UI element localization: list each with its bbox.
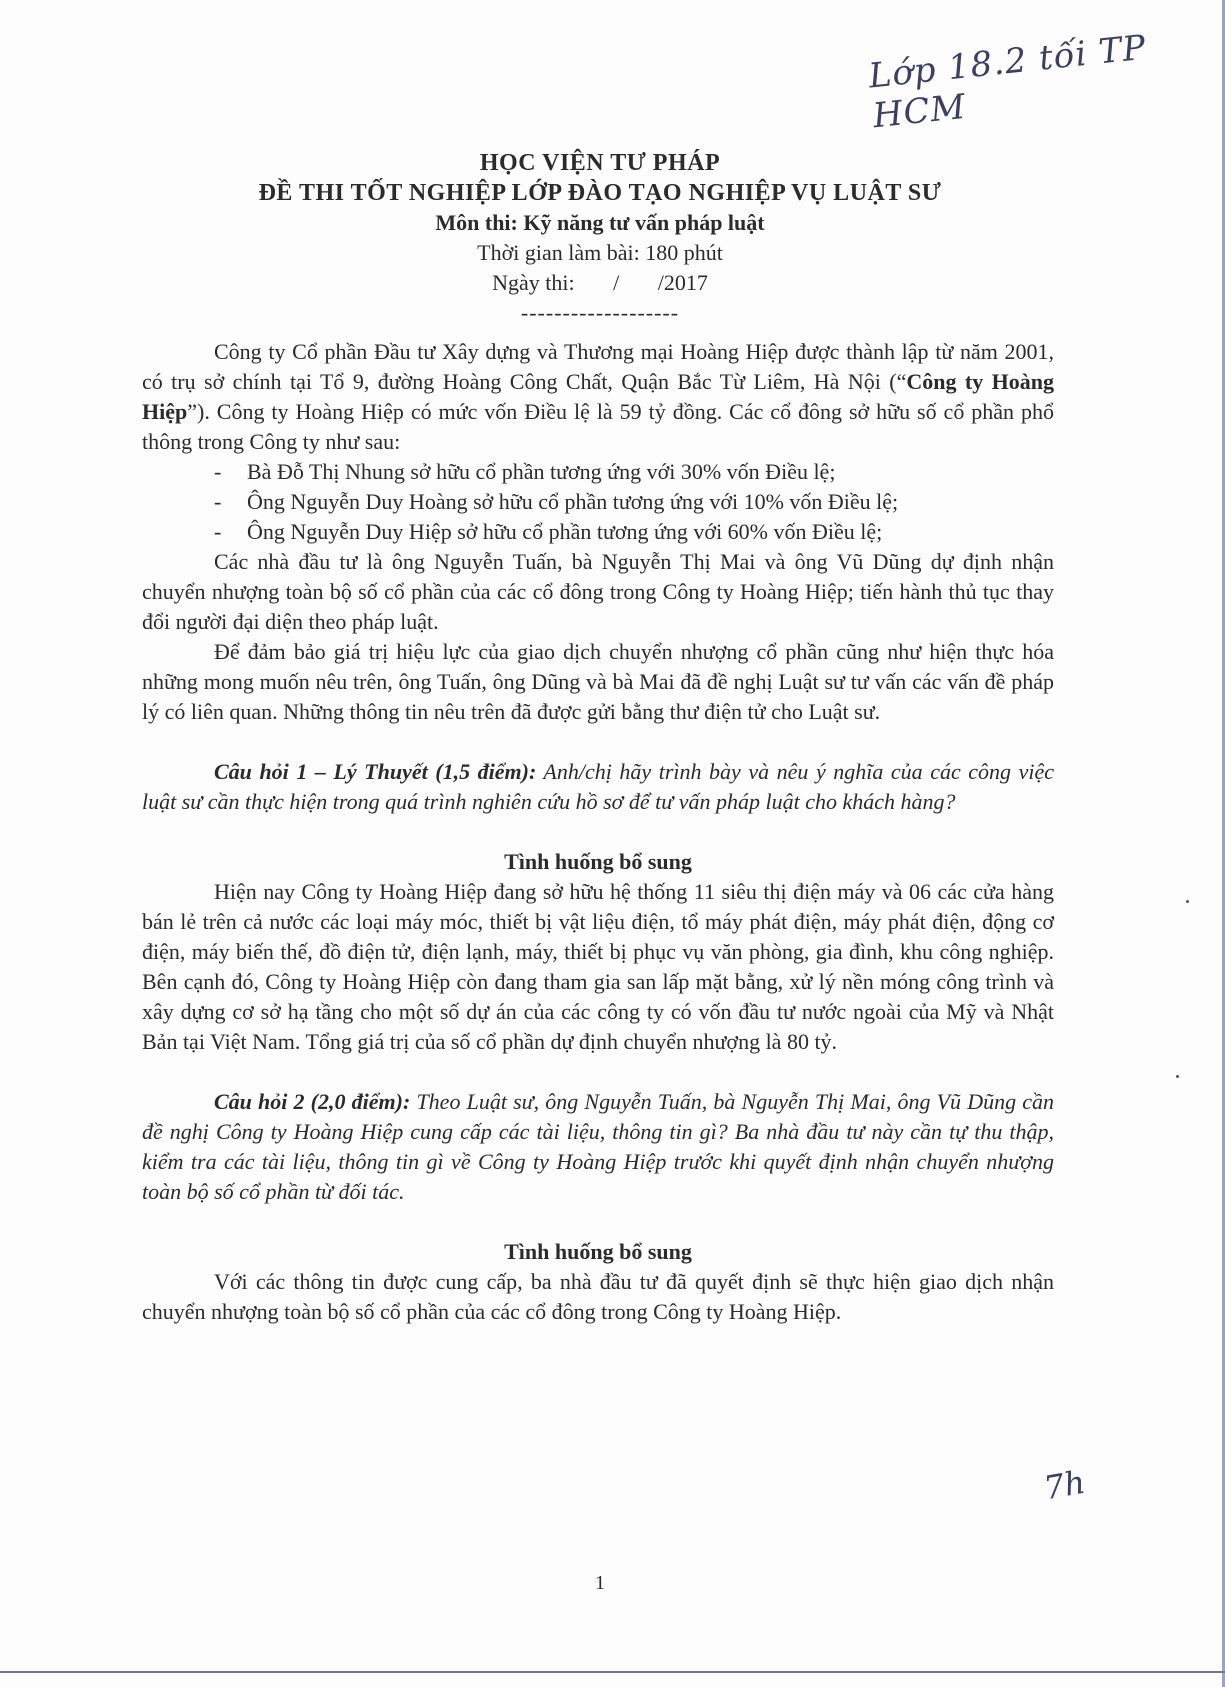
section-2-title: Tình huống bổ sung (504, 1239, 692, 1264)
section-1-text: Hiện nay Công ty Hoàng Hiệp đang sở hữu hệ thống 11 siêu thị điện máy và 06 các cửa hàng bán lẻ trên cả nước các loại máy móc, thiết bị vật liệu điện, tổ máy phát điện, máy phát điện, động cơ điện, máy biến thế, đồ điện tử, điện lạnh, máy, thiết bị phục vụ văn phòng, gia đình, khu công nghiệp. Bên cạnh đó, Công ty Hoàng Hiệp còn đang tham gia san lấp mặt bằng, xử lý nền móng công trình và xây dựng cơ sở hạ tầng cho một số dự án của các công ty có vốn đầu tư nước ngoài của Mỹ và Nhật Bản tại Việt Nam. Tổng giá trị của số cổ phần dự định chuyển nhượng là 80 tỷ. (142, 879, 1054, 1054)
header-separator: ------------------- (520, 300, 680, 325)
question-1-text: Anh/chị hãy trình bày và nêu ý nghĩa của các công việc luật sư cần thực hiện trong quá trình nghiên cứu hồ sơ để tư vấn pháp luật cho khách hàng? (142, 759, 1055, 814)
handwritten-note: Lớp 18.2 tối TP HCM (866, 27, 1149, 137)
request-paragraph: Để đảm bảo giá trị hiệu lực của giao dịch chuyển nhượng cổ phần cũng như hiện thực hóa những mong muốn nêu trên, ông Tuấn, ông Dũng và bà Mai đã đề nghị Luật sư tư vấn các vấn đề pháp lý có liên quan. Những thông tin nêu trên đã được gửi bằng thư điện tử cho Luật sư. (142, 639, 1054, 724)
exam-header (0, 148, 1200, 328)
exam-duration: Thời gian làm bài: 180 phút (477, 240, 723, 265)
handwritten-initial: 7h (1041, 1462, 1088, 1508)
scan-speck (1176, 1075, 1179, 1078)
exam-date: Ngày thi: / /2017 (492, 270, 708, 295)
company-short-name: Công ty Hoàng Hiệp (142, 369, 1055, 424)
scan-edge-bottom (0, 1671, 1225, 1673)
section-2-text: Với các thông tin được cung cấp, ba nhà đầu tư đã quyết định sẽ thực hiện giao dịch nhận chuyển nhượng toàn bộ số cổ phần của các cổ đông trong Công ty Hoàng Hiệp. (142, 1269, 1054, 1324)
shareholder-text: Ông Nguyễn Duy Hiệp sở hữu cổ phần tương ứng với 60% vốn Điều lệ; (247, 519, 883, 544)
exam-title: ĐỀ THI TỐT NGHIỆP LỚP ĐÀO TẠO NGHIỆP VỤ LUẬT SƯ (258, 180, 942, 206)
intro-text: Công ty Cổ phần Đầu tư Xây dựng và Thương mại Hoàng Hiệp được thành lập từ năm 2001, có trụ sở chính tại Tổ 9, đường Hoàng Công Chất, Quận Bắc Từ Liêm, Hà Nội (“ (142, 339, 1054, 394)
exam-subject: Môn thi: Kỹ năng tư vấn pháp luật (435, 210, 765, 235)
scan-speck (1186, 900, 1189, 903)
intro-text-cont: ”). Công ty Hoàng Hiệp có mức vốn Điều lệ là 59 tỷ đồng. Các cổ đông sở hữu số cổ phần phổ thông trong Công ty như sau: (142, 399, 1054, 454)
institution-name: HỌC VIỆN TƯ PHÁP (479, 150, 721, 176)
list-item: - Ông Nguyễn Duy Hiệp sở hữu cổ phần tương ứng với 60% vốn Điều lệ; (142, 517, 1054, 547)
document-body (142, 337, 1054, 1327)
investors-paragraph: Các nhà đầu tư là ông Nguyễn Tuấn, bà Nguyễn Thị Mai và ông Vũ Dũng dự định nhận chuyển nhượng toàn bộ số cổ phần của các cổ đông trong Công ty Hoàng Hiệp; tiến hành thủ tục thay đổi người đại diện theo pháp luật. (142, 549, 1054, 634)
section-1-title: Tình huống bổ sung (504, 849, 692, 874)
intro-paragraph (142, 337, 1054, 457)
question-2-text: Theo Luật sư, ông Nguyễn Tuấn, bà Nguyễn Thị Mai, ông Vũ Dũng cần đề nghị Công ty Hoàng Hiệp cung cấp các tài liệu, thông tin gì? Ba nhà đầu tư này cần tự thu thập, kiểm tra các tài liệu, thông tin gì về Công ty Hoàng Hiệp trước khi quyết định nhận chuyển nhượng toàn bộ số cổ phần từ đối tác. (142, 1089, 1054, 1204)
question-1 (142, 757, 1054, 817)
page-number: 1 (595, 1572, 605, 1594)
question-2 (142, 1087, 1054, 1207)
shareholder-text: Ông Nguyễn Duy Hoàng sở hữu cổ phần tương ứng với 10% vốn Điều lệ; (247, 489, 899, 514)
list-item: - Ông Nguyễn Duy Hoàng sở hữu cổ phần tương ứng với 10% vốn Điều lệ; (142, 487, 1054, 517)
shareholder-text: Bà Đỗ Thị Nhung sở hữu cổ phần tương ứng với 30% vốn Điều lệ; (247, 459, 836, 484)
shareholder-list (142, 457, 1054, 547)
question-2-label: Câu hỏi 2 (2,0 điểm): (214, 1089, 411, 1114)
question-1-label: Câu hỏi 1 – Lý Thuyết (1,5 điểm): (214, 759, 537, 784)
list-item: - Bà Đỗ Thị Nhung sở hữu cổ phần tương ứng với 30% vốn Điều lệ; (142, 457, 1054, 487)
